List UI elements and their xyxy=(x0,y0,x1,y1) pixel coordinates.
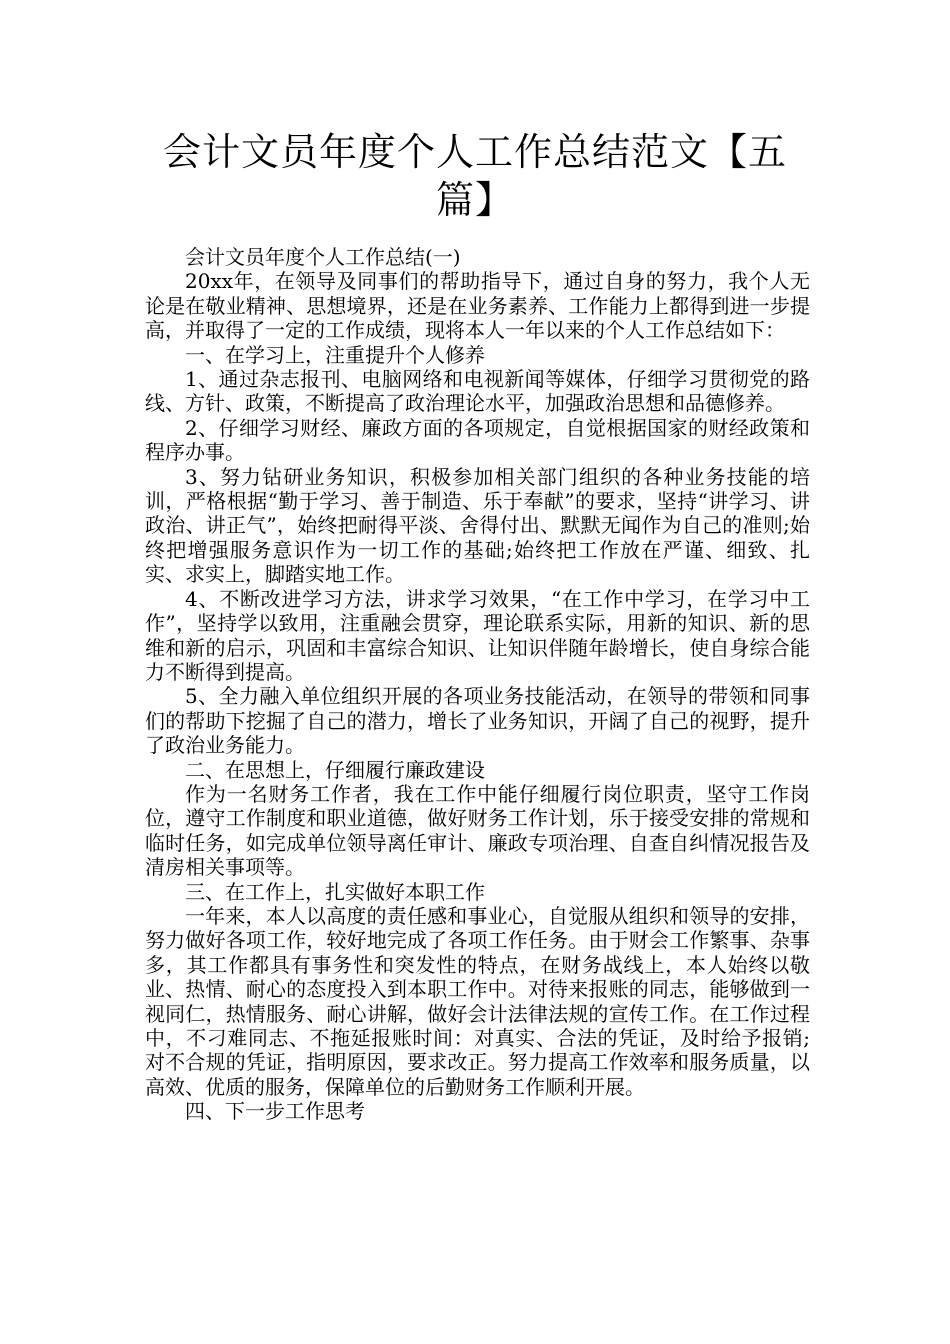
document-title: 会计文员年度个人工作总结范文【五篇】 xyxy=(162,130,787,222)
section-heading-next-step: 四、下一步工作思考 xyxy=(185,1099,365,1124)
study-item-1: 1、通过杂志报刊、电脑网络和电视新闻等媒体，仔细学习贯彻党的路线、方针、政策，不断提高了政治理论水平，加强政治思想和品德修养。 xyxy=(145,367,810,416)
intro-paragraph: 20xx年，在领导及同事们的帮助指导下，通过自身的努力，我个人无论是在敬业精神、思想境界，还是在业务素养、工作能力上都得到进一步提高，并取得了一定的工作成绩，现将本人一年以来的个人工作总结如下： xyxy=(145,269,810,343)
study-item-4: 4、不断改进学习方法，讲求学习效果，“在工作中学习，在学习中工作”，坚持学以致用，注重融会贯穿，理论联系实际，用新的知识、新的思维和新的启示，巩固和丰富综合知识、让知识伴随年龄增长，使自身综合能力不断得到提高。 xyxy=(145,586,810,684)
study-item-3: 3、努力钻研业务知识，积极参加相关部门组织的各种业务技能的培训，严格根据“勤于学习、善于制造、乐于奉献”的要求，坚持“讲学习、讲政治、讲正气”，始终把耐得平淡、舍得付出、默默无闻作为自己的准则;始终把增强服务意识作为一切工作的基础;始终把工作放在严谨、细致、扎实、求实上，脚踏实地工作。 xyxy=(145,464,810,587)
document-body xyxy=(145,245,810,1124)
work-paragraph: 一年来，本人以高度的责任感和事业心，自觉服从组织和领导的安排，努力做好各项工作，较好地完成了各项工作任务。由于财会工作繁事、杂事多，其工作都具有事务性和突发性的特点，在财务战线上，本人始终以敬业、热情、耐心的态度投入到本职工作中。对待来报账的同志，能够做到一视同仁，热情服务、耐心讲解，做好会计法律法规的宣传工作。在工作过程中，不刁难同志、不拖延报账时间：对真实、合法的凭证，及时给予报销;对不合规的凭证，指明原因，要求改正。努力提高工作效率和服务质量，以高效、优质的服务，保障单位的后勤财务工作顺利开展。 xyxy=(145,903,810,1099)
section-heading-work: 三、在工作上，扎实做好本职工作 xyxy=(185,879,485,904)
thought-paragraph: 作为一名财务工作者，我在工作中能仔细履行岗位职责，坚守工作岗位，遵守工作制度和职业道德，做好财务工作计划，乐于接受安排的常规和临时任务，如完成单位领导离任审计、廉政专项治理、自查自纠情况报告及清房相关事项等。 xyxy=(145,781,810,880)
section-heading-study: 一、在学习上，注重提升个人修养 xyxy=(185,342,485,367)
study-item-5: 5、全力融入单位组织开展的各项业务技能活动，在领导的带领和同事们的帮助下挖掘了自己的潜力，增长了业务知识，开阔了自己的视野，提升了政治业务能力。 xyxy=(145,684,810,758)
study-item-2: 2、仔细学习财经、廉政方面的各项规定，自觉根据国家的财经政策和程序办事。 xyxy=(145,415,810,465)
section-heading-summary-one: 会计文员年度个人工作总结(一) xyxy=(185,245,461,269)
section-heading-thought: 二、在思想上，仔细履行廉政建设 xyxy=(185,757,485,782)
